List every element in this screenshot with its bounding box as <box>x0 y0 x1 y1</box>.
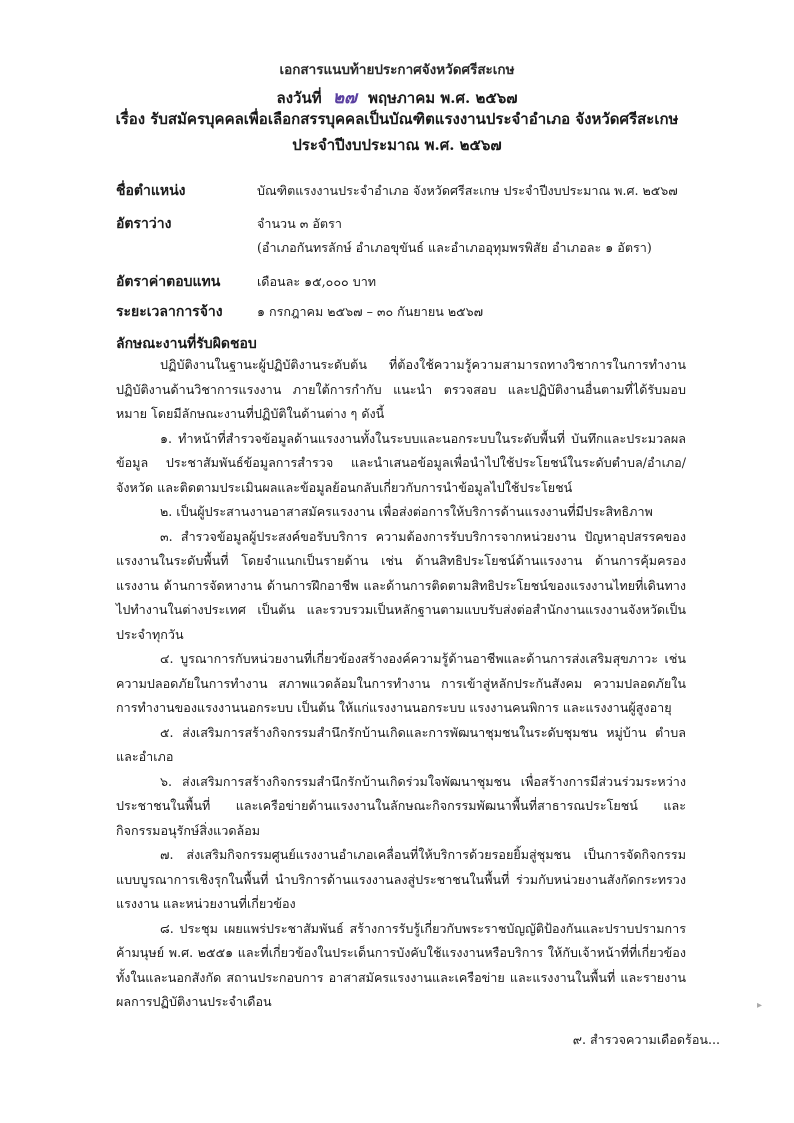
duty-item-1: ๑. ทำหน้าที่สำรวจข้อมูลด้านแรงงานทั้งในระบบและนอกระบบในระดับพื้นที่ บันทึกและประมวลผลข้อมูล ประชาสัมพันธ์ข้อมูลการสำรวจ และนำเสนอข้อมูลเพื่อนำไปใช้ประโยชน์ในระดับตำบล/อำเภอ/จังหวัด และติดตามประเมินผลและข้อมูลย้อนกลับเกี่ยวกับการนำข้อมูลไปใช้ประโยชน์ <box>116 430 686 495</box>
vacancy-value: จำนวน ๓ อัตรา <box>257 216 342 231</box>
vacancy-label: อัตราว่าง <box>116 216 172 232</box>
duties-intro: ปฏิบัติงานในฐานะผู้ปฏิบัติงานระดับต้น ที่ต้องใช้ความรู้ความสามารถทางวิชาการในการทำงาน ปฏิบัติงานด้านวิชาการแรงงาน ภายใต้การกำกับ แนะนำ ตรวจสอบ และปฏิบัติงานอื่นตามที่ได้รับมอบหมาย โดยมีลักษณะงานที่ปฏิบัติในด้านต่าง ๆ ดังนี้ <box>116 357 686 421</box>
duty-item-2: ๒. เป็นผู้ประสานงานอาสาสมัครแรงงาน เพื่อส่งต่อการให้บริการด้านแรงงานที่มีประสิทธิภาพ <box>160 504 653 519</box>
duty-item-8: ๘. ประชุม เผยแพร่ประชาสัมพันธ์ สร้างการรับรู้เกี่ยวกับพระราชบัญญัติป้องกันและปราบปรามการค้ามนุษย์ พ.ศ. ๒๕๕๑ และที่เกี่ยวข้องในประเด็นการบังคับใช้แรงงานหรือบริการ ให้กับเจ้าหน้าที่ที่เกี่ยวข้องทั้งในและนอกสังกัด สถานประกอบการ อาสาสมัครแรงงานและเครือข่าย และแรงงานในพื้นที่ และรายงานผลการปฏิบัติงานประจำเดือน <box>116 920 686 1009</box>
pay-label: อัตราค่าตอบแทน <box>116 274 221 290</box>
margin-mark: ▸ <box>756 1000 762 1011</box>
annex-heading: เอกสารแนบท้ายประกาศจังหวัดศรีสะเกษ <box>279 62 515 78</box>
duty-item-4: ๔. บูรณาการกับหน่วยงานที่เกี่ยวข้องสร้างองค์ความรู้ด้านอาชีพและด้านการส่งเสริมสุขภาวะ เช่น ความปลอดภัยในการทำงาน สภาพแวดล้อมในการทำงาน การเข้าสู่หลักประกันสังคม ความปลอดภัยในการทำงานของแรงงานนอกระบบ เป็นต้น ให้แก่แรงงานนอกระบบ แรงงานคนพิการ และแรงงานผู้สูงอายุ <box>116 651 686 715</box>
position-value: บัณฑิตแรงงานประจำอำเภอ จังหวัดศรีสะเกษ ประจำปีงบประมาณ พ.ศ. ๒๕๖๗ <box>257 183 678 198</box>
duties-heading: ลักษณะงานที่รับผิดชอบ <box>116 336 257 352</box>
duty-item-6: ๖. ส่งเสริมการสร้างกิจกรรมสำนึกรักบ้านเกิดร่วมใจพัฒนาชุมชน เพื่อสร้างการมีส่วนร่วมระหว่างประชาชนในพื้นที่ และเครือข่ายด้านแรงงานในลักษณะกิจกรรมพัฒนาพื้นที่สาธารณประโยชน์ และกิจกรรมอนุรักษ์สิ่งแวดล้อม <box>116 773 686 838</box>
period-value: ๑ กรกฎาคม ๒๕๖๗ – ๓๐ กันยายน ๒๕๖๗ <box>257 304 484 319</box>
duty-item-5: ๕. ส่งเสริมการสร้างกิจกรรมสำนึกรักบ้านเกิดและการพัฒนาชุมชนในระดับชุมชน หมู่บ้าน ตำบล และอำเภอ <box>116 724 686 764</box>
vacancy-detail: (อำเภอกันทรลักษ์ อำเภอขุขันธ์ และอำเภออุทุมพรพิสัย อำเภอละ ๑ อัตรา) <box>257 240 652 255</box>
date-prefix: ลงวันที่ <box>276 89 322 107</box>
subject-line: เรื่อง รับสมัครบุคคลเพื่อเลือกสรรบุคคลเป็นบัณฑิตแรงงานประจำอำเภอ จังหวัดศรีสะเกษ <box>115 110 679 128</box>
period-label: ระยะเวลาการจ้าง <box>116 304 223 320</box>
position-label: ชื่อตำแหน่ง <box>116 183 186 199</box>
continuation-note: ๙. สำรวจความเดือดร้อน... <box>572 1032 720 1047</box>
pay-value: เดือนละ ๑๕,๐๐๐ บาท <box>257 274 377 289</box>
fiscal-year-line: ประจำปีงบประมาณ พ.ศ. ๒๕๖๗ <box>292 136 502 154</box>
duty-item-7: ๗. ส่งเสริมกิจกรรมศูนย์แรงงานอำเภอเคลื่อนที่ให้บริการด้วยรอยยิ้มสู่ชุมชน เป็นการจัดกิจกรรมแบบบูรณาการเชิงรุกในพื้นที่ นำบริการด้านแรงงานลงสู่ประชาชนในพื้นที่ ร่วมกับหน่วยงานสังกัดกระทรวงแรงงาน และหน่วยงานที่เกี่ยวข้อง <box>116 847 686 911</box>
date-month-year: พฤษภาคม พ.ศ. ๒๕๖๗ <box>368 89 518 107</box>
date-day-handwritten: ๒๗ <box>332 88 357 108</box>
duty-item-3: ๓. สำรวจข้อมูลผู้ประสงค์ขอรับบริการ ความต้องการรับบริการจากหน่วยงาน ปัญหาอุปสรรคของแรงงานในระดับพื้นที่ โดยจำแนกเป็นรายด้าน เช่น ด้านสิทธิประโยชน์ด้านแรงงาน ด้านการคุ้มครองแรงงาน ด้านการจัดหางาน ด้านการฝึกอาชีพ และด้านการติดตามสิทธิประโยชน์ของแรงงานไทยที่เดินทางไปทำงานในต่างประเทศ เป็นต้น และรวบรวมเป็นหลักฐานตามแบบรับส่งต่อสำนักงานแรงงานจังหวัดเป็นประจำทุกวัน <box>116 528 686 642</box>
duties-body <box>116 353 686 1015</box>
